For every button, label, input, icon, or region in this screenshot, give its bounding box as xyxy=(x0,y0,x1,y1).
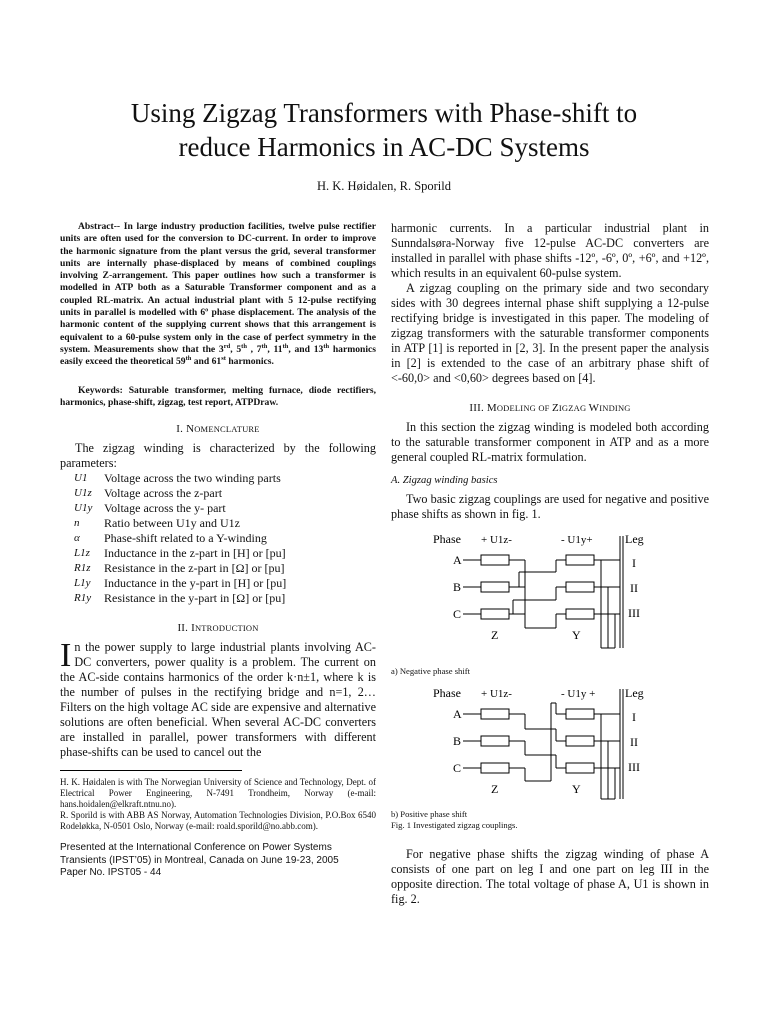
footnote-author-1: H. K. Høidalen is with The Norwegian University of Science and Technology, Dept. of Electrical Power Engineering, N-7491 Trondheim, Norway (e-mail: hans.hoidalen@elkraft.ntnu.no). xyxy=(60,777,376,810)
label-leg-III: III xyxy=(628,760,640,774)
parameter-symbol: L1y xyxy=(74,577,91,590)
fig1b-wiring xyxy=(463,689,623,799)
label-A: A xyxy=(453,553,462,567)
parameter-description: Resistance in the y-part in [Ω] or [pu] xyxy=(104,591,286,606)
label-u1y: - U1y+ xyxy=(561,534,593,546)
conference-note xyxy=(60,842,376,880)
keywords-text: Saturable transformer, melting furnace, diode rectifiers, harmonics, phase-shift, zigzag, test report, ATPDraw. xyxy=(60,384,376,408)
label-leg: Leg xyxy=(625,686,644,700)
abstract-text: , 11 xyxy=(267,343,283,355)
parameter-description: Inductance in the z-part in [H] or [pu] xyxy=(104,546,286,561)
parameter-description: Voltage across the z-part xyxy=(104,486,223,501)
figure-1-caption: Fig. 1 Investigated zigzag couplings. xyxy=(391,820,518,830)
parameter-symbol: n xyxy=(74,517,80,530)
section3-paragraph-2: For negative phase shifts the zigzag winding of phase A consists of one part on leg I and one part on leg III in the opposite direction. The total voltage of phase A, U1 is shown in fig. 2. xyxy=(391,847,709,906)
abstract-text: , 7 xyxy=(246,343,262,355)
label-C: C xyxy=(453,761,462,775)
label-C: C xyxy=(453,607,462,621)
section-initial: I xyxy=(191,622,195,635)
parameter-symbol: R1z xyxy=(74,562,91,575)
label-u1z: + U1z- xyxy=(481,534,512,546)
parameter-description: Phase-shift related to a Y-winding xyxy=(104,531,267,546)
caption-1a: a) Negative phase shift xyxy=(391,666,470,676)
parameter-row xyxy=(74,471,376,486)
section-heading-modeling xyxy=(391,402,709,414)
label-leg-II: II xyxy=(630,581,638,595)
label-B: B xyxy=(453,734,462,748)
abstract xyxy=(60,221,376,369)
caption-1b: b) Positive phase shift xyxy=(391,809,468,819)
sup: rd xyxy=(223,342,231,350)
sup: th xyxy=(282,342,289,350)
label-leg: Leg xyxy=(625,532,644,546)
footnote-rule xyxy=(60,770,242,771)
footnote-author-2: R. Sporild is with ABB AS Norway, Automation Technologies Division, P.O.Box 6540 Rodeløkka, N-0501 Oslo, Norway (e-mail: roald.sporild@no.abb.com). xyxy=(60,810,376,832)
label-A: A xyxy=(453,707,462,721)
sup: st xyxy=(221,355,226,363)
label-phase: Phase xyxy=(433,686,461,700)
parameter-symbol: U1z xyxy=(74,487,92,500)
conference-text: Presented at the International Conference on Power Systems Transients (IPST’05) in Montreal, Canada on June 19-23, 2005 xyxy=(60,842,339,866)
abstract-text: harmonics. xyxy=(225,356,274,368)
section-initial: W xyxy=(588,402,600,414)
section-initial: N xyxy=(186,423,195,436)
right-column xyxy=(391,221,709,907)
sup: th xyxy=(323,342,330,350)
section-number: III. xyxy=(469,402,487,414)
fig1a-wiring xyxy=(463,536,623,648)
left-column xyxy=(60,221,376,880)
label-phase: Phase xyxy=(433,532,461,546)
abstract-text: , and 13 xyxy=(288,343,324,355)
parameter-symbol: L1z xyxy=(74,547,90,560)
label-u1y: - U1y + xyxy=(561,688,596,700)
parameter-row xyxy=(74,561,376,576)
sup: th xyxy=(241,342,247,350)
section-heading-introduction xyxy=(60,622,376,634)
label-B: B xyxy=(453,580,462,594)
title-line-1: Using Zigzag Transformers with Phase-shift to xyxy=(130,98,638,128)
abstract-text: , 5 xyxy=(230,343,242,355)
parameter-symbol: R1y xyxy=(74,592,92,605)
authors: H. K. Høidalen, R. Sporild xyxy=(316,179,452,193)
label-leg-II: II xyxy=(630,735,638,749)
section-rest: NTRODUCTION xyxy=(194,623,259,634)
label-Z: Z xyxy=(491,782,499,796)
section-initial: Z xyxy=(551,402,559,414)
section-heading-nomenclature xyxy=(60,423,376,435)
parameter-row xyxy=(74,591,376,606)
figure-1b-diagram xyxy=(391,685,709,803)
parameter-description: Inductance in the y-part in [H] or [pu] xyxy=(104,576,287,591)
section-rest: OMENCLATURE xyxy=(194,424,260,435)
section-rest: ODELING OF xyxy=(496,403,552,413)
right-paragraph-2: A zigzag coupling on the primary side and two secondary sides with 30 degrees internal phase shift supplying a 12-pulse rectifying bridge is investigated in this paper. The modeling of zigzag transformers with the saturable transformer components in ATP [1] is reported in [2, 3]. In the present paper the analysis in [2] is extended to the case of an arbitrary phase shift of <-60,0> and <0,60> degrees based on [4]. xyxy=(391,281,709,385)
abstract-text: and 61 xyxy=(191,356,222,368)
subsection-a-paragraph: Two basic zigzag couplings are used for negative and positive phase shifts as shown in fig. 1. xyxy=(391,492,709,521)
label-Z: Z xyxy=(491,628,499,642)
abstract-text: harmonics easily exceed the theoretical 59 xyxy=(60,343,376,368)
label-Y: Y xyxy=(572,628,581,642)
section-number: I. xyxy=(176,423,187,436)
parameter-description: Ratio between U1y and U1z xyxy=(104,516,240,531)
paper-number: Paper No. IPST05 - 44 xyxy=(60,867,162,879)
nomenclature-intro: The zigzag winding is characterized by the following parameters: xyxy=(60,441,376,471)
label-leg-I: I xyxy=(632,556,636,570)
section-rest: IGZAG xyxy=(558,403,589,413)
parameter-row xyxy=(74,546,376,561)
abstract-label: Abstract-- xyxy=(78,221,121,232)
sup: th xyxy=(261,342,268,350)
parameter-row xyxy=(74,516,376,531)
drop-cap: I xyxy=(60,637,72,675)
section-number: II. xyxy=(177,622,192,635)
section-rest: INDING xyxy=(599,403,631,413)
sup: th xyxy=(185,355,192,363)
figure-1a-diagram xyxy=(391,532,709,660)
section-initial: M xyxy=(486,402,497,414)
subsection-heading-a: A. Zigzag winding basics xyxy=(391,475,498,486)
paper-title xyxy=(60,96,708,164)
right-paragraph-1: harmonic currents. In a particular industrial plant in Sunndalsøra-Norway five 12-pulse AC-DC converters are installed in parallel with phase shifts -12º, -6º, 0º, +6º, and +12º, which results in an equivalent 60-pulse system. xyxy=(391,221,709,280)
parameter-row xyxy=(74,501,376,516)
parameter-symbol: U1y xyxy=(74,502,93,515)
label-Y: Y xyxy=(572,782,581,796)
introduction-text: n the power supply to large industrial plants involving AC-DC converters, power quality is a problem. The current on the AC-side contains harmonics of the order k·n±1, where k is the number of pulses in the rectifying bridge and n=1, 2… Filters on the high voltage AC side are expensive and alternative solutions are often beneficial. When several AC-DC converters are installed in parallel, power transformers with different phase-shifts can be used to cancel out the xyxy=(60,640,376,760)
abstract-text: In large industry production facilities, twelve pulse rectifier units are often used for the conversion to DC-current. In order to improve the harmonic signature from the plant versus the grid, several transformer units are internally phase-displaced by means of combined couplings involving Z-arrangement. This paper outlines how such a transformer is modelled in ATP both as a Saturable Transformer component and as a coupled RL-matrix. An actual industrial plant with 5 12-pulse rectifying units in parallel is modelled with 6º phase displacement. The analysis of the harmonic content of the supplying current shows that this arrangement is equivalent to a 60-pulse system only in the case of perfect symmetry in the system. Measurements show that the 3 xyxy=(60,221,376,355)
parameter-row xyxy=(74,531,376,546)
label-u1z: + U1z- xyxy=(481,688,512,700)
parameter-row xyxy=(74,486,376,501)
label-leg-III: III xyxy=(628,606,640,620)
introduction-paragraph xyxy=(60,637,376,760)
keywords xyxy=(60,385,376,410)
keywords-label: Keywords: xyxy=(78,384,123,396)
parameter-symbol: U1 xyxy=(74,472,88,485)
parameter-description: Resistance in the z-part in [Ω] or [pu] xyxy=(104,561,285,576)
parameter-row xyxy=(74,576,376,591)
title-line-2: reduce Harmonics in AC-DC Systems xyxy=(178,132,590,162)
section3-paragraph-1: In this section the zigzag winding is modeled both according to the saturable transformer component in ATP and as a more general coupled RL-matrix formulation. xyxy=(391,420,709,464)
parameter-description: Voltage across the y- part xyxy=(104,501,226,516)
parameter-symbol: α xyxy=(74,532,80,545)
parameter-description: Voltage across the two winding parts xyxy=(104,471,281,486)
parameter-list xyxy=(74,471,376,606)
label-leg-I: I xyxy=(632,710,636,724)
